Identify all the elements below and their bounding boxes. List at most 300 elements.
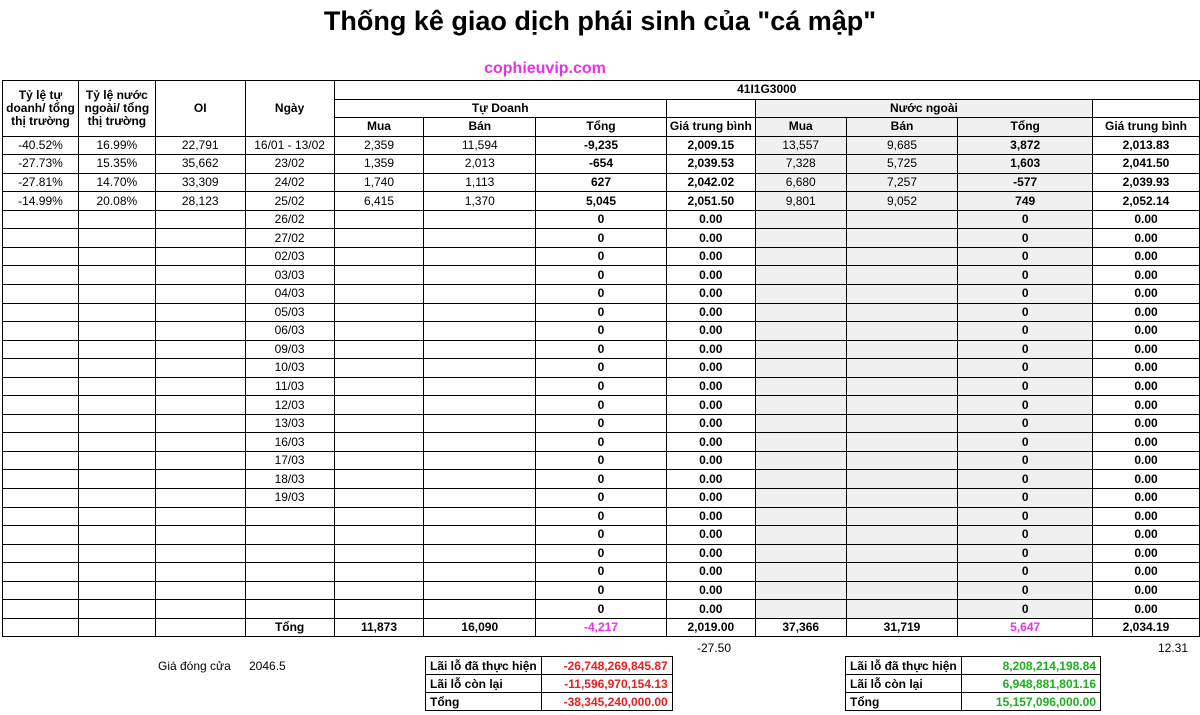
cell-oi <box>155 210 245 229</box>
cell-tong: 0 <box>536 433 667 452</box>
header-mua-nn: Mua <box>755 118 846 137</box>
cell-ty-le-nuoc-ngoai <box>78 489 155 508</box>
cell-gia-tb: 2,042.02 <box>666 173 755 192</box>
cell-ban <box>424 285 536 304</box>
cell-ty-le-nuoc-ngoai <box>78 322 155 341</box>
cell-mua <box>334 507 424 526</box>
cell-ty-le-nuoc-ngoai <box>78 359 155 378</box>
cell-ty-le-tu-doanh <box>3 377 79 396</box>
cell-gia-tb: 0.00 <box>666 340 755 359</box>
table-row <box>3 266 1200 285</box>
pnl-label: Lãi lỗ đã thực hiện <box>426 657 542 675</box>
cell-ty-le-tu-doanh <box>3 266 79 285</box>
cell-ban <box>424 489 536 508</box>
cell-ngay: 05/03 <box>245 303 334 322</box>
cell-ban-nn <box>846 247 958 266</box>
cell-gia-tb: 0.00 <box>666 322 755 341</box>
cell-gia-tb-nn: 0.00 <box>1093 544 1200 563</box>
cell-tong: -9,235 <box>536 136 667 155</box>
cell-ban <box>424 581 536 600</box>
cell-ban-nn <box>846 396 958 415</box>
pnl-value: 8,208,214,198.84 <box>962 657 1101 675</box>
pnl-nuoc-ngoai-table <box>845 656 1101 711</box>
table-row <box>3 563 1200 582</box>
cell-oi <box>155 377 245 396</box>
cell-mua-nn <box>755 433 846 452</box>
cell-mua-nn <box>755 600 846 619</box>
table-row <box>3 377 1200 396</box>
cell-gia-tb-nn: 2,041.50 <box>1093 155 1200 174</box>
cell-ban-nn <box>846 340 958 359</box>
pnl-label: Lãi lỗ còn lại <box>846 675 962 693</box>
cell-ty-le-tu-doanh: -40.52% <box>3 136 79 155</box>
cell-ngay <box>245 581 334 600</box>
table-row <box>3 136 1200 155</box>
cell-mua-nn <box>755 581 846 600</box>
cell-mua <box>334 470 424 489</box>
cell-ban <box>424 229 536 248</box>
cell-tong-nn: 0 <box>958 266 1093 285</box>
cell-ty-le-tu-doanh <box>3 303 79 322</box>
cell-tong-nn: 0 <box>958 210 1093 229</box>
cell-mua-nn <box>755 563 846 582</box>
cell-gia-tb-nn: 0.00 <box>1093 489 1200 508</box>
cell-tong: 0 <box>536 210 667 229</box>
cell-mua: 11,873 <box>334 618 424 637</box>
cell-mua <box>334 285 424 304</box>
table-row <box>3 544 1200 563</box>
cell-ty-le-tu-doanh: -14.99% <box>3 192 79 211</box>
cell-oi <box>155 507 245 526</box>
cell-ban-nn <box>846 581 958 600</box>
pnl-value: 6,948,881,801.16 <box>962 675 1101 693</box>
cell-ngay: 26/02 <box>245 210 334 229</box>
pnl-row <box>846 657 1101 675</box>
cell-mua-nn <box>755 377 846 396</box>
pnl-value: 15,157,096,000.00 <box>962 693 1101 711</box>
cell-tong-nn: 0 <box>958 285 1093 304</box>
table-row <box>3 489 1200 508</box>
cell-tong-nn: 0 <box>958 229 1093 248</box>
cell-mua-nn <box>755 544 846 563</box>
cell-ty-le-tu-doanh <box>3 600 79 619</box>
cell-tong: 0 <box>536 229 667 248</box>
header-oi: OI <box>155 81 245 137</box>
header-ngay: Ngày <box>245 81 334 137</box>
cell-ban: 11,594 <box>424 136 536 155</box>
pnl-row <box>426 657 673 675</box>
cell-oi <box>155 285 245 304</box>
cell-tong: 0 <box>536 600 667 619</box>
cell-ngay <box>245 526 334 545</box>
cell-gia-tb-nn: 0.00 <box>1093 563 1200 582</box>
cell-ngay: 11/03 <box>245 377 334 396</box>
cell-ban-nn <box>846 544 958 563</box>
closing-price-value: 2046.5 <box>249 659 286 673</box>
cell-ngay <box>245 544 334 563</box>
cell-oi <box>155 414 245 433</box>
cell-oi <box>155 581 245 600</box>
pnl-row <box>426 693 673 711</box>
cell-gia-tb: 0.00 <box>666 396 755 415</box>
cell-tong: 0 <box>536 544 667 563</box>
cell-ty-le-nuoc-ngoai <box>78 247 155 266</box>
cell-ngay: 16/01 - 13/02 <box>245 136 334 155</box>
cell-ty-le-tu-doanh <box>3 247 79 266</box>
cell-ty-le-nuoc-ngoai <box>78 285 155 304</box>
cell-tong-nn: 0 <box>958 377 1093 396</box>
cell-tong: 0 <box>536 266 667 285</box>
cell-tong-nn: 0 <box>958 433 1093 452</box>
cell-gia-tb: 0.00 <box>666 266 755 285</box>
cell-ty-le-tu-doanh <box>3 396 79 415</box>
cell-gia-tb: 0.00 <box>666 229 755 248</box>
cell-mua <box>334 581 424 600</box>
cell-ban <box>424 210 536 229</box>
cell-gia-tb: 0.00 <box>666 210 755 229</box>
cell-ban: 1,113 <box>424 173 536 192</box>
cell-ban-nn: 9,052 <box>846 192 958 211</box>
cell-ban-nn <box>846 414 958 433</box>
cell-tong: 627 <box>536 173 667 192</box>
cell-gia-tb-nn: 0.00 <box>1093 433 1200 452</box>
cell-ban-nn <box>846 229 958 248</box>
cell-tong: 0 <box>536 414 667 433</box>
cell-ban-nn <box>846 210 958 229</box>
cell-ty-le-tu-doanh <box>3 470 79 489</box>
site-link[interactable]: cophieuvip.com <box>484 60 606 77</box>
cell-ngay: 24/02 <box>245 173 334 192</box>
cell-gia-tb-nn: 0.00 <box>1093 526 1200 545</box>
cell-mua-nn <box>755 414 846 433</box>
cell-mua-nn <box>755 526 846 545</box>
cell-gia-tb-nn: 0.00 <box>1093 377 1200 396</box>
cell-gia-tb: 0.00 <box>666 285 755 304</box>
cell-gia-tb: 2,009.15 <box>666 136 755 155</box>
header-gia-tb: Giá trung bình <box>666 118 755 137</box>
cell-ty-le-tu-doanh <box>3 414 79 433</box>
cell-oi <box>155 618 245 637</box>
cell-tong: 0 <box>536 507 667 526</box>
cell-gia-tb-nn: 0.00 <box>1093 266 1200 285</box>
cell-tong-nn: 0 <box>958 414 1093 433</box>
cell-ban-nn <box>846 600 958 619</box>
table-row <box>3 414 1200 433</box>
cell-ban-nn <box>846 433 958 452</box>
cell-oi <box>155 526 245 545</box>
cell-oi: 33,309 <box>155 173 245 192</box>
cell-gia-tb-nn: 2,039.93 <box>1093 173 1200 192</box>
cell-ty-le-tu-doanh: -27.81% <box>3 173 79 192</box>
cell-ty-le-nuoc-ngoai <box>78 340 155 359</box>
cell-ty-le-nuoc-ngoai <box>78 507 155 526</box>
cell-ban-nn <box>846 563 958 582</box>
cell-tong: 0 <box>536 247 667 266</box>
cell-gia-tb-nn: 0.00 <box>1093 600 1200 619</box>
cell-tong: 0 <box>536 377 667 396</box>
cell-oi: 22,791 <box>155 136 245 155</box>
cell-mua <box>334 377 424 396</box>
cell-mua <box>334 340 424 359</box>
cell-mua-nn <box>755 451 846 470</box>
cell-tong: 0 <box>536 563 667 582</box>
cell-ty-le-tu-doanh <box>3 359 79 378</box>
cell-tong-nn: 0 <box>958 600 1093 619</box>
table-row <box>3 192 1200 211</box>
cell-oi <box>155 470 245 489</box>
cell-ban-nn: 5,725 <box>846 155 958 174</box>
cell-ty-le-tu-doanh <box>3 210 79 229</box>
cell-ty-le-tu-doanh <box>3 526 79 545</box>
cell-tong: 0 <box>536 322 667 341</box>
cell-ty-le-nuoc-ngoai: 20.08% <box>78 192 155 211</box>
cell-tong-nn: 0 <box>958 451 1093 470</box>
cell-ban <box>424 377 536 396</box>
cell-ngay: 27/02 <box>245 229 334 248</box>
cell-mua <box>334 451 424 470</box>
cell-tong-nn: 3,872 <box>958 136 1093 155</box>
cell-ban-nn: 31,719 <box>846 618 958 637</box>
cell-tong-nn: 0 <box>958 526 1093 545</box>
pnl-row <box>426 675 673 693</box>
cell-ty-le-nuoc-ngoai <box>78 600 155 619</box>
cell-oi <box>155 303 245 322</box>
table-row <box>3 247 1200 266</box>
cell-ty-le-tu-doanh <box>3 544 79 563</box>
cell-ty-le-nuoc-ngoai <box>78 451 155 470</box>
cell-oi <box>155 322 245 341</box>
cell-mua-nn <box>755 340 846 359</box>
cell-mua-nn <box>755 322 846 341</box>
cell-ban: 2,013 <box>424 155 536 174</box>
cell-ty-le-nuoc-ngoai <box>78 266 155 285</box>
cell-oi <box>155 359 245 378</box>
cell-gia-tb: 0.00 <box>666 563 755 582</box>
cell-mua <box>334 247 424 266</box>
cell-oi <box>155 266 245 285</box>
cell-mua <box>334 359 424 378</box>
table-row <box>3 359 1200 378</box>
cell-gia-tb-nn: 0.00 <box>1093 303 1200 322</box>
cell-ty-le-nuoc-ngoai <box>78 377 155 396</box>
cell-gia-tb-nn: 0.00 <box>1093 229 1200 248</box>
cell-tong-nn: 749 <box>958 192 1093 211</box>
header-ty-le-tu-doanh: Tỷ lệ tự doanh/ tổng thị trường <box>3 81 79 137</box>
cell-ban <box>424 563 536 582</box>
cell-ty-le-nuoc-ngoai <box>78 618 155 637</box>
cell-oi: 35,662 <box>155 155 245 174</box>
cell-ban <box>424 526 536 545</box>
cell-ty-le-tu-doanh <box>3 340 79 359</box>
cell-ngay: 10/03 <box>245 359 334 378</box>
cell-ty-le-nuoc-ngoai <box>78 303 155 322</box>
pnl-label: Tổng <box>846 693 962 711</box>
cell-ban <box>424 322 536 341</box>
cell-tong: -4,217 <box>536 618 667 637</box>
cell-mua <box>334 414 424 433</box>
cell-tong: 0 <box>536 285 667 304</box>
cell-ngay: Tổng <box>245 618 334 637</box>
cell-gia-tb-nn: 0.00 <box>1093 581 1200 600</box>
table-total-row <box>3 618 1200 637</box>
cell-ngay: 12/03 <box>245 396 334 415</box>
pnl-row <box>846 693 1101 711</box>
pnl-label: Tổng <box>426 693 542 711</box>
derivatives-table <box>2 80 1200 637</box>
cell-mua: 1,359 <box>334 155 424 174</box>
cell-tong: 0 <box>536 581 667 600</box>
cell-gia-tb: 0.00 <box>666 544 755 563</box>
cell-tong: 0 <box>536 340 667 359</box>
cell-ngay: 17/03 <box>245 451 334 470</box>
table-row <box>3 173 1200 192</box>
cell-ban-nn <box>846 451 958 470</box>
cell-mua <box>334 526 424 545</box>
cell-tong-nn: 0 <box>958 340 1093 359</box>
cell-ban-nn <box>846 507 958 526</box>
cell-oi <box>155 563 245 582</box>
cell-ban <box>424 470 536 489</box>
cell-gia-tb-nn: 0.00 <box>1093 470 1200 489</box>
cell-oi: 28,123 <box>155 192 245 211</box>
cell-mua <box>334 489 424 508</box>
pnl-label: Lãi lỗ còn lại <box>426 675 542 693</box>
cell-mua-nn <box>755 210 846 229</box>
table-row <box>3 155 1200 174</box>
cell-ban: 16,090 <box>424 618 536 637</box>
cell-tong: 5,045 <box>536 192 667 211</box>
cell-ty-le-nuoc-ngoai <box>78 396 155 415</box>
cell-ban-nn <box>846 303 958 322</box>
cell-ty-le-nuoc-ngoai: 15.35% <box>78 155 155 174</box>
cell-tong-nn: 0 <box>958 322 1093 341</box>
cell-oi <box>155 396 245 415</box>
cell-tong-nn: 5,647 <box>958 618 1093 637</box>
cell-gia-tb: 2,039.53 <box>666 155 755 174</box>
cell-mua-nn <box>755 359 846 378</box>
header-blank-1 <box>666 99 755 118</box>
cell-mua <box>334 322 424 341</box>
cell-mua <box>334 544 424 563</box>
cell-gia-tb: 0.00 <box>666 600 755 619</box>
table-row <box>3 396 1200 415</box>
cell-ngay: 13/03 <box>245 414 334 433</box>
cell-ty-le-tu-doanh <box>3 489 79 508</box>
cell-gia-tb-nn: 0.00 <box>1093 285 1200 304</box>
cell-ngay: 04/03 <box>245 285 334 304</box>
cell-gia-tb: 0.00 <box>666 414 755 433</box>
cell-gia-tb-nn: 0.00 <box>1093 340 1200 359</box>
cell-gia-tb: 0.00 <box>666 247 755 266</box>
cell-mua <box>334 266 424 285</box>
cell-mua: 1,740 <box>334 173 424 192</box>
tu-doanh-summary-value: -27.50 <box>697 641 732 655</box>
cell-ngay: 03/03 <box>245 266 334 285</box>
table-row <box>3 433 1200 452</box>
pnl-tu-doanh-table <box>425 656 673 711</box>
cell-tong-nn: 1,603 <box>958 155 1093 174</box>
cell-gia-tb: 0.00 <box>666 433 755 452</box>
cell-ban <box>424 600 536 619</box>
header-ban-nn: Bán <box>846 118 958 137</box>
cell-ty-le-tu-doanh: -27.73% <box>3 155 79 174</box>
cell-ban <box>424 507 536 526</box>
cell-ty-le-tu-doanh <box>3 322 79 341</box>
cell-oi <box>155 451 245 470</box>
header-gia-tb-nn: Giá trung bình <box>1093 118 1200 137</box>
cell-gia-tb-nn: 2,013.83 <box>1093 136 1200 155</box>
cell-ty-le-nuoc-ngoai <box>78 433 155 452</box>
cell-mua-nn: 13,557 <box>755 136 846 155</box>
pnl-label: Lãi lỗ đã thực hiện <box>846 657 962 675</box>
cell-ty-le-nuoc-ngoai <box>78 563 155 582</box>
cell-mua-nn: 6,680 <box>755 173 846 192</box>
cell-oi <box>155 247 245 266</box>
header-tong-nn: Tổng <box>958 118 1093 137</box>
cell-gia-tb-nn: 0.00 <box>1093 451 1200 470</box>
cell-ban-nn <box>846 285 958 304</box>
cell-oi <box>155 489 245 508</box>
cell-ban-nn <box>846 526 958 545</box>
cell-tong-nn: 0 <box>958 563 1093 582</box>
cell-ty-le-nuoc-ngoai <box>78 229 155 248</box>
cell-ban <box>424 303 536 322</box>
pnl-value: -38,345,240,000.00 <box>541 693 672 711</box>
cell-gia-tb-nn: 0.00 <box>1093 414 1200 433</box>
page-title: Thống kê giao dịch phái sinh của "cá mập" <box>323 6 877 36</box>
cell-ngay: 23/02 <box>245 155 334 174</box>
cell-mua-nn <box>755 285 846 304</box>
cell-gia-tb: 0.00 <box>666 303 755 322</box>
cell-ngay: 16/03 <box>245 433 334 452</box>
cell-ngay: 25/02 <box>245 192 334 211</box>
cell-tong-nn: 0 <box>958 544 1093 563</box>
header-tong: Tổng <box>536 118 667 137</box>
cell-gia-tb-nn: 0.00 <box>1093 322 1200 341</box>
cell-ban <box>424 247 536 266</box>
cell-gia-tb: 0.00 <box>666 507 755 526</box>
cell-gia-tb-nn: 0.00 <box>1093 396 1200 415</box>
cell-ty-le-nuoc-ngoai <box>78 544 155 563</box>
cell-mua <box>334 303 424 322</box>
header-nuoc-ngoai: Nước ngoài <box>755 99 1092 118</box>
cell-ngay: 09/03 <box>245 340 334 359</box>
cell-ban-nn <box>846 322 958 341</box>
cell-gia-tb-nn: 0.00 <box>1093 359 1200 378</box>
cell-ban-nn <box>846 377 958 396</box>
cell-gia-tb: 0.00 <box>666 377 755 396</box>
cell-ty-le-nuoc-ngoai <box>78 581 155 600</box>
cell-ban-nn <box>846 359 958 378</box>
cell-tong-nn: 0 <box>958 507 1093 526</box>
header-tu-doanh: Tự Doanh <box>334 99 666 118</box>
cell-tong: -654 <box>536 155 667 174</box>
cell-oi <box>155 229 245 248</box>
pnl-value: -11,596,970,154.13 <box>541 675 672 693</box>
cell-mua-nn <box>755 470 846 489</box>
cell-gia-tb: 2,051.50 <box>666 192 755 211</box>
closing-price-label: Giá đóng cửa <box>158 659 231 673</box>
cell-ngay <box>245 563 334 582</box>
cell-mua: 2,359 <box>334 136 424 155</box>
cell-ban <box>424 433 536 452</box>
cell-gia-tb: 0.00 <box>666 526 755 545</box>
table-row <box>3 470 1200 489</box>
cell-tong-nn: 0 <box>958 489 1093 508</box>
cell-mua-nn <box>755 489 846 508</box>
cell-oi <box>155 433 245 452</box>
cell-mua-nn <box>755 396 846 415</box>
